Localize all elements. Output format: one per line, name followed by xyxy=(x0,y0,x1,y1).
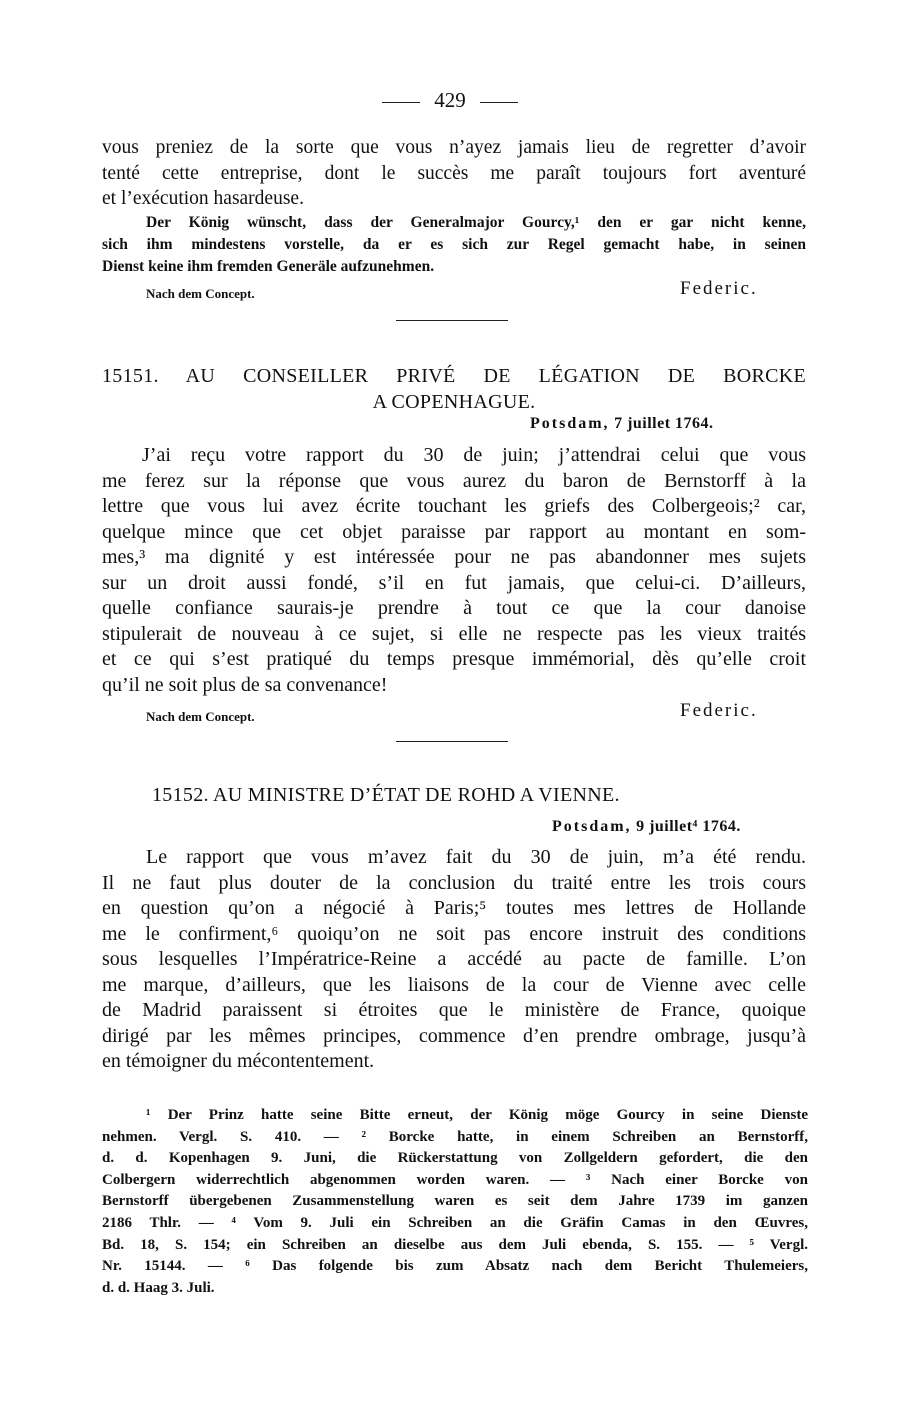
page-number xyxy=(0,88,900,113)
footnote-line: Colbergern widerrechtlich abgenommen worden waren. — ³ Nach einer Borcke von xyxy=(102,1171,808,1188)
body-line: sur un droit aussi fondé, s’il en fut jamais, que celui-ci. D’ailleurs, xyxy=(102,571,806,594)
letter-body xyxy=(102,443,806,698)
body-line: dirigé par les mêmes principes, commence d’en prendre ombrage, jusqu’à xyxy=(102,1024,806,1047)
body-line: qu’il ne soit plus de sa convenance! xyxy=(102,673,388,696)
body-line: sous lesquelles l’Impératrice-Reine a accédé au pacte de famille. L’on xyxy=(102,948,806,970)
letter-heading-destination: A COPENHAGUE. xyxy=(372,391,536,413)
source-note: Nach dem Concept. xyxy=(146,286,255,301)
body-line: me marque, d’ailleurs, que les liaisons de la cour de Vienne avec celle xyxy=(102,973,806,996)
page-number-dash-left xyxy=(382,102,420,103)
letter-heading: 15152. AU MINISTRE D’ÉTAT DE ROHD A VIENNE. xyxy=(152,784,620,806)
place: Potsdam, xyxy=(530,415,610,432)
page-number-dash-right xyxy=(480,102,518,103)
place-date xyxy=(530,415,714,433)
body-line: mes,³ ma dignité y est intéressée pour ne pas abandonner mes sujets xyxy=(102,546,806,568)
footnote-line: Bd. 18, S. 154; ein Schreiben an dieselbe aus dem Juli ebenda, S. 155. — ⁵ Vergl. xyxy=(102,1236,808,1253)
footnote-line: d. d. Kopenhagen 9. Juni, die Rückerstattung von Zollgeldern gefordert, die den xyxy=(102,1150,808,1167)
summary-line: Der König wünscht, dass der Generalmajor Gourcy,¹ den er gar nicht kenne, xyxy=(146,214,806,231)
page-number-text: 429 xyxy=(434,88,466,112)
body-line: de Madrid paraissent si étroites que le ministère de France, quoique xyxy=(102,999,806,1021)
summary-line: Dienst keine ihm fremden Generäle aufzunehmen. xyxy=(102,258,435,275)
date: 7 juillet 1764. xyxy=(614,415,714,432)
carryover-paragraph xyxy=(102,135,806,212)
footnote-line: Nr. 15144. — ⁶ Das folgende bis zum Absatz nach dem Bericht Thulemeiers, xyxy=(102,1258,808,1275)
date: 9 juillet⁴ 1764. xyxy=(636,818,741,835)
body-line: me le confirment,⁶ quoiqu’on ne soit pas encore instruit des conditions xyxy=(102,922,806,945)
body-line: Le rapport que vous m’avez fait du 30 de juin, m’a été rendu. xyxy=(146,846,806,868)
carryover-line: vous preniez de la sorte que vous n’ayez jamais lieu de regretter d’avoir xyxy=(102,137,806,158)
body-line: quelle confiance saurais-je prendre à tout ce que la cour danoise xyxy=(102,597,806,619)
signature: Federic. xyxy=(680,700,758,721)
body-line: en témoigner du mécontentement. xyxy=(102,1050,375,1072)
body-line: stipulerait de nouveau à ce sujet, si elle ne respecte pas les vieux traités xyxy=(102,622,806,645)
letter-summary xyxy=(102,212,806,278)
summary-line: sich ihm mindestens vorstelle, da er es sich zur Regel gemacht habe, in seinen xyxy=(102,236,806,253)
footnotes xyxy=(102,1105,808,1299)
section-divider xyxy=(396,320,508,321)
body-line: Il ne faut plus douter de la conclusion du traité entre les trois cours xyxy=(102,871,806,894)
footnote-line: ¹ Der Prinz hatte seine Bitte erneut, der König möge Gourcy in seine Dienste xyxy=(146,1107,808,1123)
place: Potsdam, xyxy=(552,818,632,835)
place-date xyxy=(552,818,741,836)
body-line: J’ai reçu votre rapport du 30 de juin; j’attendrai celui que vous xyxy=(142,444,806,466)
body-line: et ce qui s’est pratiqué du temps presque immémorial, dès qu’elle croit xyxy=(102,648,806,670)
body-line: quelque mince que cet objet paraisse par rapport au montant en som- xyxy=(102,520,806,543)
body-line: lettre que vous lui avez écrite touchant les griefs des Colbergeois;² car, xyxy=(102,495,806,517)
body-line: me ferez sur la réponse que vous aurez du baron de Bernstorff à la xyxy=(102,469,806,492)
letter-heading: 15151. AU CONSEILLER PRIVÉ DE LÉGATION DE BORCKE xyxy=(102,365,806,387)
section-divider xyxy=(396,741,508,742)
source-note: Nach dem Concept. xyxy=(146,709,255,724)
carryover-line: et l’exécution hasardeuse. xyxy=(102,188,304,209)
footnote-line: d. d. Haag 3. Juli. xyxy=(102,1279,215,1296)
footnote-line: nehmen. Vergl. S. 410. — ² Borcke hatte, in einem Schreiben an Bernstorff, xyxy=(102,1128,808,1145)
signature: Federic. xyxy=(680,278,758,299)
body-line: en question qu’on a négocié à Paris;⁵ toutes mes lettres de Hollande xyxy=(102,897,806,919)
carryover-line: tenté cette entreprise, dont le succès me paraît toujours fort aventuré xyxy=(102,162,806,184)
letter-body xyxy=(102,845,806,1075)
footnote-line: Bernstorff übergebenen Zusammenstellung waren es seit dem Jahre 1739 im ganzen xyxy=(102,1193,808,1210)
footnote-line: 2186 Thlr. — ⁴ Vom 9. Juli ein Schreiben an die Gräfin Camas in den Œuvres, xyxy=(102,1214,808,1231)
